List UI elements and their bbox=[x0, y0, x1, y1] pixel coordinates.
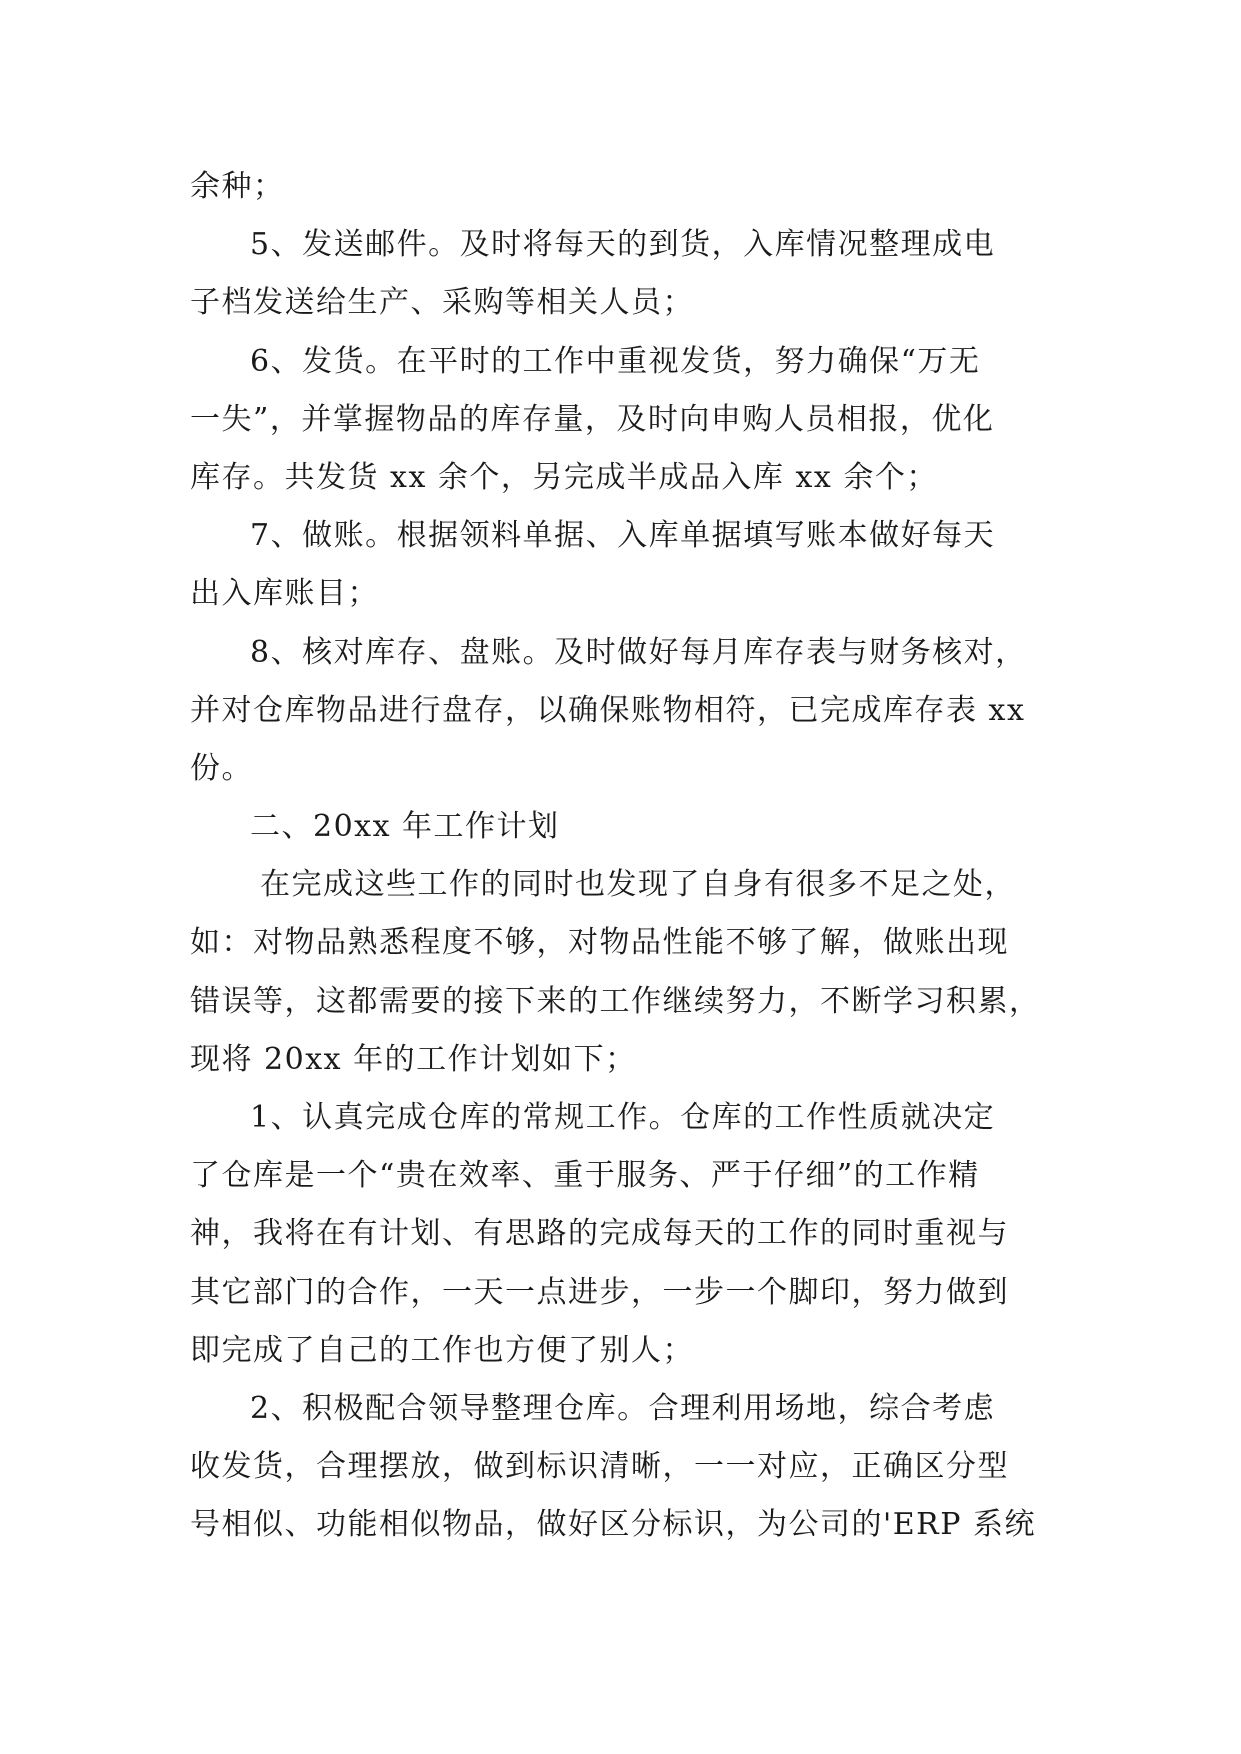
paragraph-item-8: 8、核对库存、盘账。及时做好每月库存表与财务核对， bbox=[250, 634, 1027, 670]
text-line: 库存。共发货 xx 余个，另完成半成品入库 xx 余个； bbox=[190, 459, 938, 495]
paragraph-item-6: 6、发货。在平时的工作中重视发货，努力确保“万无 bbox=[250, 343, 981, 379]
text-line: 错误等，这都需要的接下来的工作继续努力，不断学习积累， bbox=[190, 983, 1041, 1019]
text-line: 一失”，并掌握物品的库存量，及时向申购人员相报，优化 bbox=[190, 401, 995, 437]
text-line: 神，我将在有计划、有思路的完成每天的工作的同时重视与 bbox=[190, 1216, 1009, 1252]
text-line: 子档发送给生产、采购等相关人员； bbox=[190, 285, 694, 321]
document-body bbox=[190, 158, 1070, 1555]
text-line: 份。 bbox=[190, 750, 253, 786]
text-line: 余种； bbox=[190, 169, 285, 204]
section-heading: 二、20xx 年工作计划 bbox=[250, 809, 560, 845]
text-line: 现将 20xx 年的工作计划如下； bbox=[190, 1041, 637, 1077]
text-line: 如：对物品熟悉程度不够，对物品性能不够了解，做账出现 bbox=[190, 925, 1009, 961]
text-line: 并对仓库物品进行盘存，以确保账物相符，已完成库存表 xx bbox=[190, 692, 1026, 728]
text-line: 其它部门的合作，一天一点进步，一步一个脚印，努力做到 bbox=[190, 1274, 1009, 1310]
paragraph-item-7: 7、做账。根据领料单据、入库单据填写账本做好每天 bbox=[250, 518, 996, 554]
text-line: 了仓库是一个“贵在效率、重于服务、严于仔细”的工作精 bbox=[190, 1158, 980, 1194]
text-line: 出入库账目； bbox=[190, 576, 379, 612]
paragraph-item-5: 5、发送邮件。及时将每天的到货，入库情况整理成电 bbox=[250, 227, 996, 263]
text-line: 收发货，合理摆放，做到标识清晰，一一对应，正确区分型 bbox=[190, 1449, 1009, 1485]
plan-item-1: 1、认真完成仓库的常规工作。仓库的工作性质就决定 bbox=[250, 1100, 996, 1135]
text-line: 即完成了自己的工作也方便了别人； bbox=[190, 1332, 694, 1368]
plan-item-2: 2、积极配合领导整理仓库。合理利用场地，综合考虑 bbox=[250, 1390, 996, 1426]
text-line: 号相似、功能相似物品，做好区分标识，为公司的'ERP 系统 bbox=[190, 1507, 1036, 1543]
paragraph-intro: 在完成这些工作的同时也发现了自身有很多不足之处， bbox=[260, 867, 1016, 903]
